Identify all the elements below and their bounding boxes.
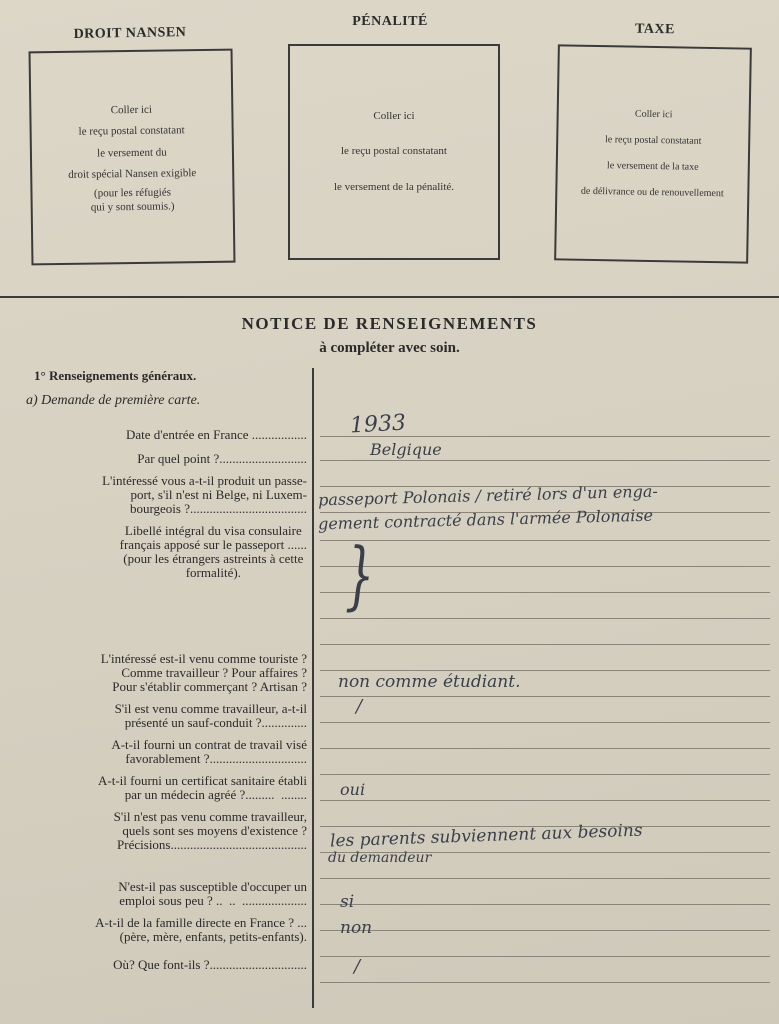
answer-line xyxy=(320,670,770,671)
box-line: Coller ici xyxy=(373,110,415,123)
question-sauf-conduit: S'il est venu comme travailleur, a-t-il présenté un sauf-conduit ?.............. xyxy=(114,701,307,730)
answer-line xyxy=(320,722,770,723)
question-emploi: N'est-il pas susceptible d'occuper un emploi sous peu ? .. .. .................... xyxy=(118,879,307,908)
question-visa: Libellé intégral du visa consulaire français apposé sur le passeport ...... (pour les étrangers astreints à cette formalité). xyxy=(119,523,307,580)
stamp-box-penalite xyxy=(288,44,500,260)
box-line: le reçu postal constatant xyxy=(341,145,447,158)
answer-moyens-2: du demandeur xyxy=(328,850,432,866)
answer-emploi: si xyxy=(340,892,355,912)
section-divider xyxy=(0,296,779,298)
answer-line xyxy=(320,956,770,957)
answer-sauf-conduit: / xyxy=(356,696,363,717)
box-line: le versement de la pénalité. xyxy=(333,180,455,193)
answer-line xyxy=(320,800,770,801)
section-heading: 1° Renseignements généraux. xyxy=(34,368,197,383)
question-point: Par quel point ?........................... xyxy=(137,451,307,466)
answer-line xyxy=(320,748,770,749)
answer-line xyxy=(320,540,770,541)
answer-line xyxy=(320,618,770,619)
question-ou: Où? Que font-ils ?.............................. xyxy=(113,957,307,972)
answer-passeport-1: passeport Polonais / retiré lors d'un enga- xyxy=(317,481,659,510)
answer-certificat: oui xyxy=(340,780,366,799)
box-line: le reçu postal constatant xyxy=(604,134,702,147)
box-title-taxe: TAXE xyxy=(634,21,676,38)
box-line: le reçu postal constatant xyxy=(78,124,185,139)
answer-famille: non xyxy=(340,918,373,938)
question-certificat: A-t-il fourni un certificat sanitaire établi par un médecin agréé ?......... ........ xyxy=(98,773,307,802)
answer-line xyxy=(320,696,770,697)
stamp-box-taxe xyxy=(554,44,752,263)
answer-line xyxy=(320,982,770,983)
answer-ou: / xyxy=(354,956,361,977)
question-passeport: L'intéressé vous a-t-il produit un passe- port, s'il n'est ni Belge, ni Luxem- bourgeois ?.................................... xyxy=(102,473,307,516)
answer-visa: } xyxy=(345,531,375,619)
answer-line xyxy=(320,566,770,567)
section-subheading: a) Demande de première carte. xyxy=(26,393,201,408)
answer-line xyxy=(320,878,770,879)
question-moyens: S'il n'est pas venu comme travailleur, quels sont ses moyens d'existence ? Précisions.......................................... xyxy=(113,809,307,852)
box-line: Coller ici xyxy=(110,103,153,117)
box-line: droit spécial Nansen exigible xyxy=(68,167,197,182)
question-contrat: A-t-il fourni un contrat de travail visé favorablement ?.............................. xyxy=(111,737,307,766)
box-line: Coller ici xyxy=(634,108,673,121)
answer-line xyxy=(320,930,770,931)
answer-line xyxy=(320,644,770,645)
answer-line xyxy=(320,774,770,775)
answer-point: Belgique xyxy=(370,440,442,459)
column-divider xyxy=(312,368,314,1008)
answer-date-entree: 1933 xyxy=(349,410,407,439)
notice-title: NOTICE DE RENSEIGNEMENTS xyxy=(241,314,538,333)
box-line: de délivrance ou de renouvellement xyxy=(580,185,724,200)
question-date-entree: Date d'entrée en France ................. xyxy=(125,427,307,442)
answer-line xyxy=(320,460,770,461)
box-title-penalite: PÉNALITÉ xyxy=(352,14,428,29)
question-venu-comme: L'intéressé est-il venu comme touriste ? Comme travailleur ? Pour affaires ? Pour s'établir commerçant ? Artisan ? xyxy=(100,651,307,694)
answer-passeport-2: gement contracté dans l'armée Polonaise xyxy=(317,505,654,534)
stamp-box-nansen xyxy=(29,49,236,266)
answer-line xyxy=(320,904,770,905)
question-famille: A-t-il de la famille directe en France ? ... (père, mère, enfants, petits-enfants). xyxy=(95,915,307,944)
box-line: le versement du xyxy=(97,146,167,160)
box-title-nansen: DROIT NANSEN xyxy=(73,25,187,42)
box-line: qui y sont soumis.) xyxy=(90,200,175,214)
answer-venu-comme: non comme étudiant. xyxy=(338,672,521,692)
answer-moyens-1: les parents subviennent aux besoins xyxy=(329,820,643,852)
answer-line xyxy=(320,592,770,593)
notice-subtitle: à compléter avec soin. xyxy=(319,340,460,356)
box-line: le versement de la taxe xyxy=(606,160,699,173)
box-line: (pour les réfugiés xyxy=(93,186,172,200)
